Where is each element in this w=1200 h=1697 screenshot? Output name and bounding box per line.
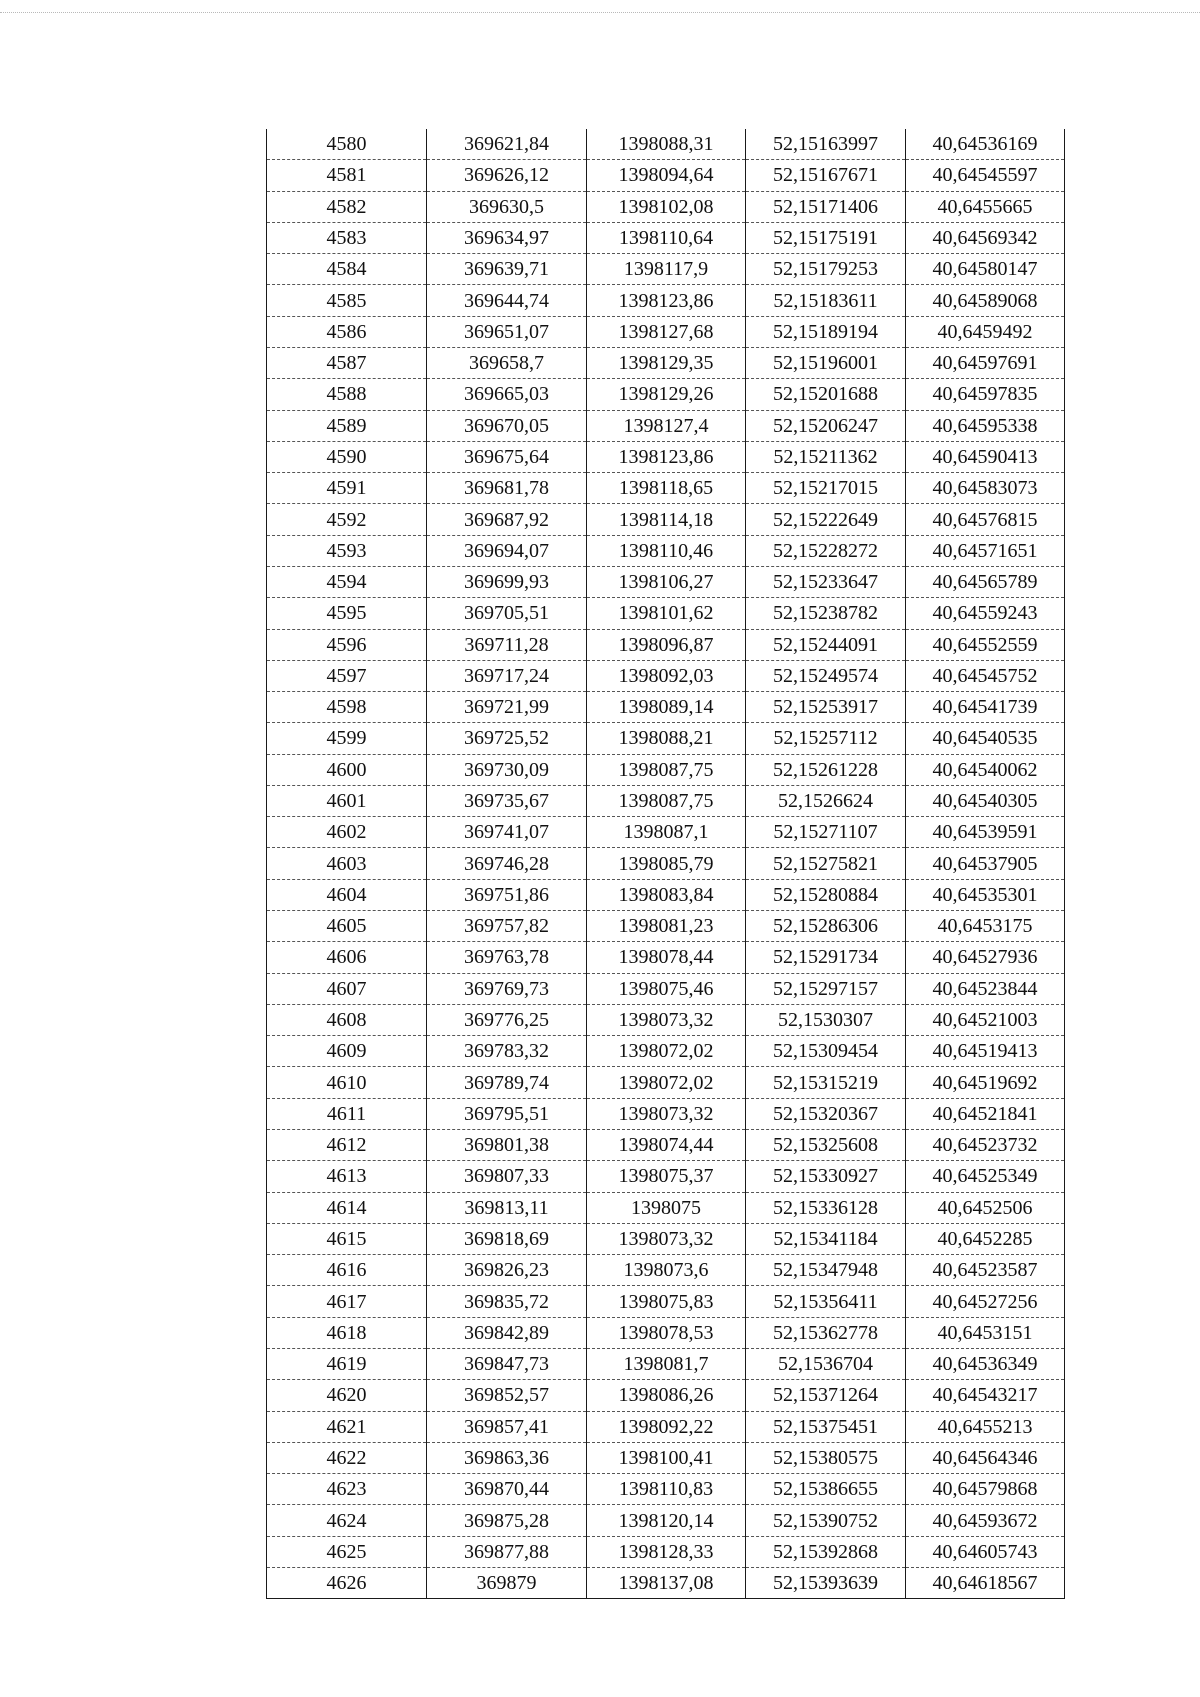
point-number-cell: 4609	[267, 1036, 427, 1067]
x-coordinate-cell: 369763,78	[427, 942, 587, 973]
point-number-cell: 4581	[267, 160, 427, 191]
latitude-cell: 52,15261228	[746, 754, 906, 785]
longitude-cell: 40,64540305	[906, 785, 1065, 816]
y-coordinate-cell: 1398110,83	[587, 1474, 746, 1505]
x-coordinate-cell: 369681,78	[427, 473, 587, 504]
y-coordinate-cell: 1398072,02	[587, 1036, 746, 1067]
x-coordinate-cell: 369630,5	[427, 191, 587, 222]
latitude-cell: 52,15233647	[746, 566, 906, 597]
table-row	[267, 535, 1065, 566]
table-row	[267, 660, 1065, 691]
y-coordinate-cell: 1398081,23	[587, 911, 746, 942]
table-row	[267, 629, 1065, 660]
x-coordinate-cell: 369699,93	[427, 566, 587, 597]
y-coordinate-cell: 1398085,79	[587, 848, 746, 879]
x-coordinate-cell: 369621,84	[427, 129, 587, 160]
longitude-cell: 40,64559243	[906, 598, 1065, 629]
point-number-cell: 4598	[267, 692, 427, 723]
y-coordinate-cell: 1398081,7	[587, 1348, 746, 1379]
point-number-cell: 4610	[267, 1067, 427, 1098]
table-row	[267, 1098, 1065, 1129]
point-number-cell: 4590	[267, 441, 427, 472]
table-row	[267, 160, 1065, 191]
y-coordinate-cell: 1398102,08	[587, 191, 746, 222]
table-row	[267, 222, 1065, 253]
latitude-cell: 52,15163997	[746, 129, 906, 160]
point-number-cell: 4615	[267, 1223, 427, 1254]
table-row	[267, 566, 1065, 597]
point-number-cell: 4587	[267, 347, 427, 378]
point-number-cell: 4621	[267, 1411, 427, 1442]
table-row	[267, 1442, 1065, 1473]
y-coordinate-cell: 1398072,02	[587, 1067, 746, 1098]
latitude-cell: 52,15330927	[746, 1161, 906, 1192]
latitude-cell: 52,15325608	[746, 1130, 906, 1161]
longitude-cell: 40,64540062	[906, 754, 1065, 785]
x-coordinate-cell: 369842,89	[427, 1317, 587, 1348]
x-coordinate-cell: 369875,28	[427, 1505, 587, 1536]
y-coordinate-cell: 1398087,75	[587, 754, 746, 785]
x-coordinate-cell: 369877,88	[427, 1536, 587, 1567]
y-coordinate-cell: 1398092,03	[587, 660, 746, 691]
latitude-cell: 52,15315219	[746, 1067, 906, 1098]
x-coordinate-cell: 369644,74	[427, 285, 587, 316]
latitude-cell: 52,15362778	[746, 1317, 906, 1348]
x-coordinate-cell: 369801,38	[427, 1130, 587, 1161]
x-coordinate-cell: 369795,51	[427, 1098, 587, 1129]
latitude-cell: 52,15183611	[746, 285, 906, 316]
longitude-cell: 40,64583073	[906, 473, 1065, 504]
latitude-cell: 52,15320367	[746, 1098, 906, 1129]
point-number-cell: 4603	[267, 848, 427, 879]
table-row	[267, 817, 1065, 848]
longitude-cell: 40,64589068	[906, 285, 1065, 316]
longitude-cell: 40,64540535	[906, 723, 1065, 754]
table-row	[267, 191, 1065, 222]
point-number-cell: 4584	[267, 254, 427, 285]
point-number-cell: 4596	[267, 629, 427, 660]
table-row	[267, 973, 1065, 1004]
table-row	[267, 473, 1065, 504]
point-number-cell: 4624	[267, 1505, 427, 1536]
y-coordinate-cell: 1398078,53	[587, 1317, 746, 1348]
latitude-cell: 52,15347948	[746, 1255, 906, 1286]
table-row	[267, 1317, 1065, 1348]
x-coordinate-cell: 369807,33	[427, 1161, 587, 1192]
longitude-cell: 40,64525349	[906, 1161, 1065, 1192]
table-row	[267, 1505, 1065, 1536]
table-row	[267, 754, 1065, 785]
table-row	[267, 1411, 1065, 1442]
x-coordinate-cell: 369694,07	[427, 535, 587, 566]
point-number-cell: 4606	[267, 942, 427, 973]
longitude-cell: 40,64569342	[906, 222, 1065, 253]
latitude-cell: 52,1530307	[746, 1004, 906, 1035]
y-coordinate-cell: 1398120,14	[587, 1505, 746, 1536]
point-number-cell: 4616	[267, 1255, 427, 1286]
x-coordinate-cell: 369863,36	[427, 1442, 587, 1473]
longitude-cell: 40,64539591	[906, 817, 1065, 848]
point-number-cell: 4583	[267, 222, 427, 253]
latitude-cell: 52,15167671	[746, 160, 906, 191]
table-row	[267, 441, 1065, 472]
latitude-cell: 52,15228272	[746, 535, 906, 566]
x-coordinate-cell: 369665,03	[427, 379, 587, 410]
y-coordinate-cell: 1398088,21	[587, 723, 746, 754]
table-row	[267, 504, 1065, 535]
latitude-cell: 52,15336128	[746, 1192, 906, 1223]
latitude-cell: 52,15217015	[746, 473, 906, 504]
y-coordinate-cell: 1398074,44	[587, 1130, 746, 1161]
point-number-cell: 4582	[267, 191, 427, 222]
latitude-cell: 52,15189194	[746, 316, 906, 347]
longitude-cell: 40,64565789	[906, 566, 1065, 597]
coordinates-table-body	[267, 129, 1065, 1599]
point-number-cell: 4588	[267, 379, 427, 410]
longitude-cell: 40,64536349	[906, 1348, 1065, 1379]
table-row	[267, 1536, 1065, 1567]
longitude-cell: 40,6459492	[906, 316, 1065, 347]
y-coordinate-cell: 1398117,9	[587, 254, 746, 285]
longitude-cell: 40,64579868	[906, 1474, 1065, 1505]
y-coordinate-cell: 1398123,86	[587, 441, 746, 472]
longitude-cell: 40,64527936	[906, 942, 1065, 973]
latitude-cell: 52,15211362	[746, 441, 906, 472]
x-coordinate-cell: 369826,23	[427, 1255, 587, 1286]
latitude-cell: 52,15238782	[746, 598, 906, 629]
longitude-cell: 40,64593672	[906, 1505, 1065, 1536]
longitude-cell: 40,64590413	[906, 441, 1065, 472]
point-number-cell: 4612	[267, 1130, 427, 1161]
longitude-cell: 40,64537905	[906, 848, 1065, 879]
x-coordinate-cell: 369751,86	[427, 879, 587, 910]
table-row	[267, 598, 1065, 629]
x-coordinate-cell: 369670,05	[427, 410, 587, 441]
longitude-cell: 40,64521841	[906, 1098, 1065, 1129]
longitude-cell: 40,64519413	[906, 1036, 1065, 1067]
latitude-cell: 52,15393639	[746, 1567, 906, 1598]
x-coordinate-cell: 369735,67	[427, 785, 587, 816]
table-row	[267, 848, 1065, 879]
x-coordinate-cell: 369776,25	[427, 1004, 587, 1035]
longitude-cell: 40,6453151	[906, 1317, 1065, 1348]
longitude-cell: 40,6452285	[906, 1223, 1065, 1254]
y-coordinate-cell: 1398114,18	[587, 504, 746, 535]
latitude-cell: 52,15390752	[746, 1505, 906, 1536]
latitude-cell: 52,15201688	[746, 379, 906, 410]
y-coordinate-cell: 1398073,6	[587, 1255, 746, 1286]
table-row	[267, 285, 1065, 316]
longitude-cell: 40,64543217	[906, 1380, 1065, 1411]
y-coordinate-cell: 1398106,27	[587, 566, 746, 597]
x-coordinate-cell: 369675,64	[427, 441, 587, 472]
longitude-cell: 40,64618567	[906, 1567, 1065, 1598]
table-row	[267, 347, 1065, 378]
point-number-cell: 4613	[267, 1161, 427, 1192]
y-coordinate-cell: 1398078,44	[587, 942, 746, 973]
longitude-cell: 40,64521003	[906, 1004, 1065, 1035]
y-coordinate-cell: 1398083,84	[587, 879, 746, 910]
latitude-cell: 52,15286306	[746, 911, 906, 942]
table-row	[267, 1474, 1065, 1505]
x-coordinate-cell: 369783,32	[427, 1036, 587, 1067]
longitude-cell: 40,64527256	[906, 1286, 1065, 1317]
point-number-cell: 4585	[267, 285, 427, 316]
latitude-cell: 52,15297157	[746, 973, 906, 1004]
x-coordinate-cell: 369879	[427, 1567, 587, 1598]
longitude-cell: 40,64545752	[906, 660, 1065, 691]
point-number-cell: 4622	[267, 1442, 427, 1473]
point-number-cell: 4580	[267, 129, 427, 160]
x-coordinate-cell: 369651,07	[427, 316, 587, 347]
table-row	[267, 785, 1065, 816]
x-coordinate-cell: 369634,97	[427, 222, 587, 253]
y-coordinate-cell: 1398073,32	[587, 1098, 746, 1129]
latitude-cell: 52,15291734	[746, 942, 906, 973]
latitude-cell: 52,15253917	[746, 692, 906, 723]
longitude-cell: 40,64523844	[906, 973, 1065, 1004]
table-row	[267, 1036, 1065, 1067]
point-number-cell: 4620	[267, 1380, 427, 1411]
point-number-cell: 4626	[267, 1567, 427, 1598]
latitude-cell: 52,15179253	[746, 254, 906, 285]
point-number-cell: 4623	[267, 1474, 427, 1505]
latitude-cell: 52,15380575	[746, 1442, 906, 1473]
table-row	[267, 1161, 1065, 1192]
x-coordinate-cell: 369725,52	[427, 723, 587, 754]
y-coordinate-cell: 1398088,31	[587, 129, 746, 160]
point-number-cell: 4605	[267, 911, 427, 942]
point-number-cell: 4594	[267, 566, 427, 597]
point-number-cell: 4607	[267, 973, 427, 1004]
point-number-cell: 4601	[267, 785, 427, 816]
table-row	[267, 1192, 1065, 1223]
y-coordinate-cell: 1398123,86	[587, 285, 746, 316]
x-coordinate-cell: 369789,74	[427, 1067, 587, 1098]
point-number-cell: 4611	[267, 1098, 427, 1129]
x-coordinate-cell: 369711,28	[427, 629, 587, 660]
point-number-cell: 4619	[267, 1348, 427, 1379]
longitude-cell: 40,64523587	[906, 1255, 1065, 1286]
latitude-cell: 52,15222649	[746, 504, 906, 535]
y-coordinate-cell: 1398110,46	[587, 535, 746, 566]
table-row	[267, 1004, 1065, 1035]
y-coordinate-cell: 1398075,83	[587, 1286, 746, 1317]
latitude-cell: 52,15386655	[746, 1474, 906, 1505]
longitude-cell: 40,64597835	[906, 379, 1065, 410]
x-coordinate-cell: 369857,41	[427, 1411, 587, 1442]
point-number-cell: 4591	[267, 473, 427, 504]
longitude-cell: 40,64595338	[906, 410, 1065, 441]
point-number-cell: 4604	[267, 879, 427, 910]
longitude-cell: 40,64536169	[906, 129, 1065, 160]
y-coordinate-cell: 1398096,87	[587, 629, 746, 660]
table-row	[267, 254, 1065, 285]
y-coordinate-cell: 1398127,68	[587, 316, 746, 347]
latitude-cell: 52,15275821	[746, 848, 906, 879]
y-coordinate-cell: 1398086,26	[587, 1380, 746, 1411]
x-coordinate-cell: 369835,72	[427, 1286, 587, 1317]
y-coordinate-cell: 1398094,64	[587, 160, 746, 191]
scan-top-edge-line	[0, 12, 1200, 13]
point-number-cell: 4592	[267, 504, 427, 535]
longitude-cell: 40,6452506	[906, 1192, 1065, 1223]
x-coordinate-cell: 369705,51	[427, 598, 587, 629]
longitude-cell: 40,64535301	[906, 879, 1065, 910]
table-row	[267, 692, 1065, 723]
latitude-cell: 52,15271107	[746, 817, 906, 848]
longitude-cell: 40,64545597	[906, 160, 1065, 191]
point-number-cell: 4586	[267, 316, 427, 347]
table-row	[267, 1067, 1065, 1098]
x-coordinate-cell: 369639,71	[427, 254, 587, 285]
table-row	[267, 911, 1065, 942]
latitude-cell: 52,15206247	[746, 410, 906, 441]
point-number-cell: 4593	[267, 535, 427, 566]
latitude-cell: 52,15356411	[746, 1286, 906, 1317]
longitude-cell: 40,64519692	[906, 1067, 1065, 1098]
point-number-cell: 4597	[267, 660, 427, 691]
x-coordinate-cell: 369658,7	[427, 347, 587, 378]
y-coordinate-cell: 1398137,08	[587, 1567, 746, 1598]
x-coordinate-cell: 369852,57	[427, 1380, 587, 1411]
longitude-cell: 40,64564346	[906, 1442, 1065, 1473]
x-coordinate-cell: 369813,11	[427, 1192, 587, 1223]
x-coordinate-cell: 369769,73	[427, 973, 587, 1004]
point-number-cell: 4618	[267, 1317, 427, 1348]
y-coordinate-cell: 1398075,46	[587, 973, 746, 1004]
longitude-cell: 40,64552559	[906, 629, 1065, 660]
y-coordinate-cell: 1398110,64	[587, 222, 746, 253]
longitude-cell: 40,64523732	[906, 1130, 1065, 1161]
point-number-cell: 4602	[267, 817, 427, 848]
latitude-cell: 52,1536704	[746, 1348, 906, 1379]
longitude-cell: 40,6455665	[906, 191, 1065, 222]
latitude-cell: 52,15244091	[746, 629, 906, 660]
y-coordinate-cell: 1398129,35	[587, 347, 746, 378]
y-coordinate-cell: 1398092,22	[587, 1411, 746, 1442]
latitude-cell: 52,15257112	[746, 723, 906, 754]
longitude-cell: 40,64571651	[906, 535, 1065, 566]
point-number-cell: 4595	[267, 598, 427, 629]
point-number-cell: 4589	[267, 410, 427, 441]
x-coordinate-cell: 369757,82	[427, 911, 587, 942]
point-number-cell: 4614	[267, 1192, 427, 1223]
latitude-cell: 52,15171406	[746, 191, 906, 222]
y-coordinate-cell: 1398073,32	[587, 1223, 746, 1254]
latitude-cell: 52,15309454	[746, 1036, 906, 1067]
longitude-cell: 40,64597691	[906, 347, 1065, 378]
table-row	[267, 1348, 1065, 1379]
table-row	[267, 942, 1065, 973]
y-coordinate-cell: 1398128,33	[587, 1536, 746, 1567]
table-row	[267, 723, 1065, 754]
latitude-cell: 52,15175191	[746, 222, 906, 253]
y-coordinate-cell: 1398073,32	[587, 1004, 746, 1035]
y-coordinate-cell: 1398075	[587, 1192, 746, 1223]
latitude-cell: 52,15341184	[746, 1223, 906, 1254]
table-row	[267, 316, 1065, 347]
x-coordinate-cell: 369746,28	[427, 848, 587, 879]
x-coordinate-cell: 369626,12	[427, 160, 587, 191]
y-coordinate-cell: 1398118,65	[587, 473, 746, 504]
table-row	[267, 1567, 1065, 1598]
x-coordinate-cell: 369717,24	[427, 660, 587, 691]
point-number-cell: 4608	[267, 1004, 427, 1035]
y-coordinate-cell: 1398101,62	[587, 598, 746, 629]
point-number-cell: 4617	[267, 1286, 427, 1317]
table-row	[267, 410, 1065, 441]
longitude-cell: 40,64605743	[906, 1536, 1065, 1567]
point-number-cell: 4599	[267, 723, 427, 754]
longitude-cell: 40,64580147	[906, 254, 1065, 285]
latitude-cell: 52,15196001	[746, 347, 906, 378]
y-coordinate-cell: 1398100,41	[587, 1442, 746, 1473]
table-row	[267, 879, 1065, 910]
x-coordinate-cell: 369818,69	[427, 1223, 587, 1254]
latitude-cell: 52,15371264	[746, 1380, 906, 1411]
y-coordinate-cell: 1398129,26	[587, 379, 746, 410]
coordinates-table	[266, 129, 1065, 1599]
y-coordinate-cell: 1398087,1	[587, 817, 746, 848]
x-coordinate-cell: 369687,92	[427, 504, 587, 535]
table-row	[267, 1223, 1065, 1254]
table-row	[267, 129, 1065, 160]
longitude-cell: 40,6455213	[906, 1411, 1065, 1442]
x-coordinate-cell: 369870,44	[427, 1474, 587, 1505]
x-coordinate-cell: 369847,73	[427, 1348, 587, 1379]
x-coordinate-cell: 369730,09	[427, 754, 587, 785]
latitude-cell: 52,15375451	[746, 1411, 906, 1442]
table-row	[267, 1130, 1065, 1161]
longitude-cell: 40,64541739	[906, 692, 1065, 723]
latitude-cell: 52,1526624	[746, 785, 906, 816]
table-row	[267, 379, 1065, 410]
table-row	[267, 1380, 1065, 1411]
latitude-cell: 52,15392868	[746, 1536, 906, 1567]
table-row	[267, 1286, 1065, 1317]
latitude-cell: 52,15249574	[746, 660, 906, 691]
longitude-cell: 40,64576815	[906, 504, 1065, 535]
y-coordinate-cell: 1398127,4	[587, 410, 746, 441]
x-coordinate-cell: 369741,07	[427, 817, 587, 848]
latitude-cell: 52,15280884	[746, 879, 906, 910]
y-coordinate-cell: 1398087,75	[587, 785, 746, 816]
y-coordinate-cell: 1398089,14	[587, 692, 746, 723]
longitude-cell: 40,6453175	[906, 911, 1065, 942]
point-number-cell: 4625	[267, 1536, 427, 1567]
x-coordinate-cell: 369721,99	[427, 692, 587, 723]
point-number-cell: 4600	[267, 754, 427, 785]
table-row	[267, 1255, 1065, 1286]
y-coordinate-cell: 1398075,37	[587, 1161, 746, 1192]
